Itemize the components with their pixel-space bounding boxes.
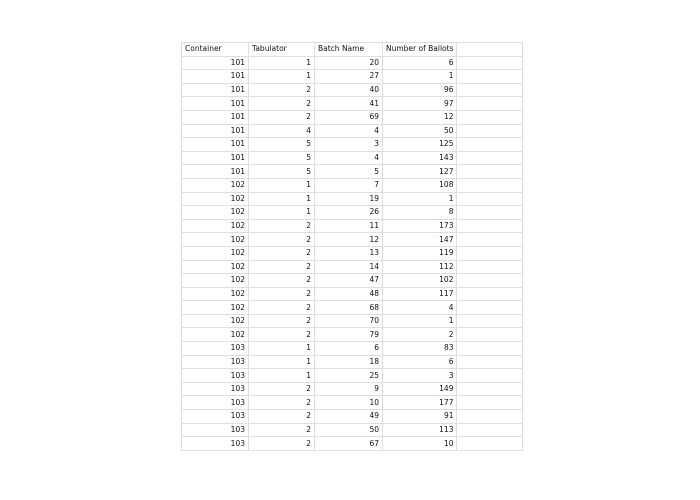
cell-tabulator[interactable]: 1 [249,355,315,369]
cell-empty[interactable] [457,355,523,369]
cell-container[interactable]: 102 [182,314,249,328]
cell-batch-name[interactable]: 48 [315,287,383,301]
cell-batch-name[interactable]: 11 [315,219,383,233]
table-row [182,396,523,410]
cell-container[interactable]: 102 [182,192,249,206]
cell-empty[interactable] [457,233,523,247]
cell-tabulator[interactable]: 2 [249,423,315,437]
table-row [182,328,523,342]
cell-empty[interactable] [457,219,523,233]
cell-empty[interactable] [457,124,523,138]
cell-container[interactable]: 102 [182,274,249,288]
cell-number-of-ballots[interactable]: 102 [383,274,457,288]
cell-empty[interactable] [457,396,523,410]
cell-batch-name[interactable]: 41 [315,97,383,111]
cell-empty[interactable] [457,342,523,356]
cell-number-of-ballots[interactable]: 83 [383,342,457,356]
cell-batch-name[interactable]: 10 [315,396,383,410]
cell-number-of-ballots[interactable]: 50 [383,124,457,138]
cell-container[interactable]: 101 [182,97,249,111]
cell-batch-name[interactable]: 40 [315,83,383,97]
cell-tabulator[interactable]: 2 [249,328,315,342]
cell-container[interactable]: 101 [182,70,249,84]
header-batch-name[interactable]: Batch Name [315,43,383,57]
cell-empty[interactable] [457,70,523,84]
cell-batch-name[interactable]: 49 [315,410,383,424]
cell-container[interactable]: 101 [182,110,249,124]
cell-batch-name[interactable]: 27 [315,70,383,84]
cell-tabulator[interactable]: 1 [249,56,315,70]
cell-container[interactable]: 102 [182,301,249,315]
cell-batch-name[interactable]: 12 [315,233,383,247]
cell-tabulator[interactable]: 2 [249,396,315,410]
cell-number-of-ballots[interactable]: 6 [383,56,457,70]
cell-empty[interactable] [457,151,523,165]
cell-container[interactable]: 103 [182,410,249,424]
cell-container[interactable]: 102 [182,260,249,274]
cell-batch-name[interactable]: 14 [315,260,383,274]
cell-empty[interactable] [457,437,523,451]
cell-empty[interactable] [457,178,523,192]
cell-empty[interactable] [457,56,523,70]
header-empty-cell[interactable] [457,43,523,57]
cell-empty[interactable] [457,410,523,424]
cell-empty[interactable] [457,369,523,383]
cell-number-of-ballots[interactable]: 143 [383,151,457,165]
table-row [182,178,523,192]
cell-tabulator[interactable]: 2 [249,382,315,396]
cell-empty[interactable] [457,423,523,437]
cell-container[interactable]: 102 [182,287,249,301]
cell-number-of-ballots[interactable]: 113 [383,423,457,437]
cell-batch-name[interactable]: 47 [315,274,383,288]
cell-container[interactable]: 102 [182,206,249,220]
table-row [182,410,523,424]
cell-number-of-ballots[interactable]: 8 [383,206,457,220]
cell-container[interactable]: 101 [182,83,249,97]
table-row [182,97,523,111]
cell-tabulator[interactable]: 2 [249,437,315,451]
cell-empty[interactable] [457,206,523,220]
table-row [182,124,523,138]
header-row [182,43,523,57]
table-row [182,110,523,124]
cell-empty[interactable] [457,314,523,328]
cell-tabulator[interactable]: 2 [249,301,315,315]
table-row [182,165,523,179]
spreadsheet [181,42,523,451]
table-row [182,437,523,451]
table-row [182,382,523,396]
cell-batch-name[interactable]: 6 [315,342,383,356]
cell-tabulator[interactable]: 5 [249,151,315,165]
cell-container[interactable]: 103 [182,382,249,396]
cell-empty[interactable] [457,192,523,206]
table-row [182,260,523,274]
cell-batch-name[interactable]: 13 [315,246,383,260]
cell-batch-name[interactable]: 50 [315,423,383,437]
table-row [182,219,523,233]
cell-batch-name[interactable]: 9 [315,382,383,396]
cell-empty[interactable] [457,246,523,260]
cell-empty[interactable] [457,301,523,315]
cell-empty[interactable] [457,382,523,396]
cell-batch-name[interactable]: 25 [315,369,383,383]
cell-tabulator[interactable]: 4 [249,124,315,138]
cell-empty[interactable] [457,260,523,274]
cell-empty[interactable] [457,138,523,152]
cell-container[interactable]: 101 [182,56,249,70]
table-row [182,192,523,206]
table-row [182,355,523,369]
cell-tabulator[interactable]: 2 [249,314,315,328]
cell-tabulator[interactable]: 1 [249,178,315,192]
cell-batch-name[interactable]: 68 [315,301,383,315]
cell-container[interactable]: 101 [182,151,249,165]
cell-tabulator[interactable]: 5 [249,138,315,152]
cell-tabulator[interactable]: 2 [249,287,315,301]
table-row [182,369,523,383]
table-row [182,138,523,152]
cell-number-of-ballots[interactable]: 173 [383,219,457,233]
cell-batch-name[interactable]: 20 [315,56,383,70]
cell-number-of-ballots[interactable]: 2 [383,328,457,342]
cell-container[interactable]: 103 [182,437,249,451]
cell-batch-name[interactable]: 4 [315,124,383,138]
table-row [182,274,523,288]
table-row [182,246,523,260]
cell-empty[interactable] [457,83,523,97]
cell-number-of-ballots[interactable]: 125 [383,138,457,152]
cell-number-of-ballots[interactable]: 6 [383,355,457,369]
cell-container[interactable]: 101 [182,138,249,152]
cell-empty[interactable] [457,287,523,301]
cell-container[interactable]: 101 [182,124,249,138]
cell-container[interactable]: 102 [182,178,249,192]
cell-number-of-ballots[interactable]: 127 [383,165,457,179]
ballot-batch-table [181,42,523,451]
cell-batch-name[interactable]: 69 [315,110,383,124]
cell-tabulator[interactable]: 2 [249,246,315,260]
cell-batch-name[interactable]: 3 [315,138,383,152]
cell-batch-name[interactable]: 18 [315,355,383,369]
table-body [182,56,523,450]
cell-number-of-ballots[interactable]: 112 [383,260,457,274]
cell-number-of-ballots[interactable]: 1 [383,70,457,84]
table-row [182,233,523,247]
cell-batch-name[interactable]: 7 [315,178,383,192]
cell-container[interactable]: 102 [182,328,249,342]
cell-empty[interactable] [457,110,523,124]
cell-batch-name[interactable]: 26 [315,206,383,220]
table-row [182,70,523,84]
cell-tabulator[interactable]: 2 [249,274,315,288]
header-container[interactable]: Container [182,43,249,57]
cell-empty[interactable] [457,328,523,342]
cell-batch-name[interactable]: 4 [315,151,383,165]
cell-number-of-ballots[interactable]: 10 [383,437,457,451]
cell-tabulator[interactable]: 1 [249,206,315,220]
table-row [182,56,523,70]
cell-batch-name[interactable]: 79 [315,328,383,342]
cell-empty[interactable] [457,274,523,288]
cell-tabulator[interactable]: 5 [249,165,315,179]
cell-number-of-ballots[interactable]: 12 [383,110,457,124]
cell-container[interactable]: 103 [182,369,249,383]
cell-number-of-ballots[interactable]: 1 [383,314,457,328]
cell-batch-name[interactable]: 70 [315,314,383,328]
cell-tabulator[interactable]: 2 [249,260,315,274]
table-row [182,151,523,165]
cell-empty[interactable] [457,97,523,111]
table-row [182,314,523,328]
cell-tabulator[interactable]: 2 [249,110,315,124]
table-row [182,423,523,437]
cell-number-of-ballots[interactable]: 1 [383,192,457,206]
cell-tabulator[interactable]: 2 [249,97,315,111]
header-number-of-ballots[interactable]: Number of Ballots [383,43,457,57]
cell-container[interactable]: 102 [182,233,249,247]
cell-number-of-ballots[interactable]: 119 [383,246,457,260]
cell-number-of-ballots[interactable]: 96 [383,83,457,97]
cell-empty[interactable] [457,165,523,179]
cell-number-of-ballots[interactable]: 117 [383,287,457,301]
cell-container[interactable]: 103 [182,423,249,437]
table-row [182,83,523,97]
cell-batch-name[interactable]: 67 [315,437,383,451]
cell-number-of-ballots[interactable]: 147 [383,233,457,247]
cell-batch-name[interactable]: 5 [315,165,383,179]
table-row [182,342,523,356]
cell-number-of-ballots[interactable]: 3 [383,369,457,383]
cell-number-of-ballots[interactable]: 177 [383,396,457,410]
cell-tabulator[interactable]: 1 [249,70,315,84]
cell-container[interactable]: 102 [182,219,249,233]
cell-container[interactable]: 103 [182,355,249,369]
cell-container[interactable]: 103 [182,342,249,356]
table-row [182,287,523,301]
cell-tabulator[interactable]: 1 [249,369,315,383]
header-tabulator[interactable]: Tabulator [249,43,315,57]
cell-batch-name[interactable]: 19 [315,192,383,206]
table-row [182,301,523,315]
cell-tabulator[interactable]: 2 [249,233,315,247]
cell-container[interactable]: 101 [182,165,249,179]
cell-number-of-ballots[interactable]: 4 [383,301,457,315]
cell-number-of-ballots[interactable]: 149 [383,382,457,396]
cell-container[interactable]: 103 [182,396,249,410]
cell-number-of-ballots[interactable]: 108 [383,178,457,192]
cell-tabulator[interactable]: 2 [249,83,315,97]
table-row [182,206,523,220]
cell-number-of-ballots[interactable]: 91 [383,410,457,424]
cell-tabulator[interactable]: 1 [249,192,315,206]
cell-container[interactable]: 102 [182,246,249,260]
cell-tabulator[interactable]: 1 [249,342,315,356]
cell-tabulator[interactable]: 2 [249,410,315,424]
cell-number-of-ballots[interactable]: 97 [383,97,457,111]
cell-tabulator[interactable]: 2 [249,219,315,233]
